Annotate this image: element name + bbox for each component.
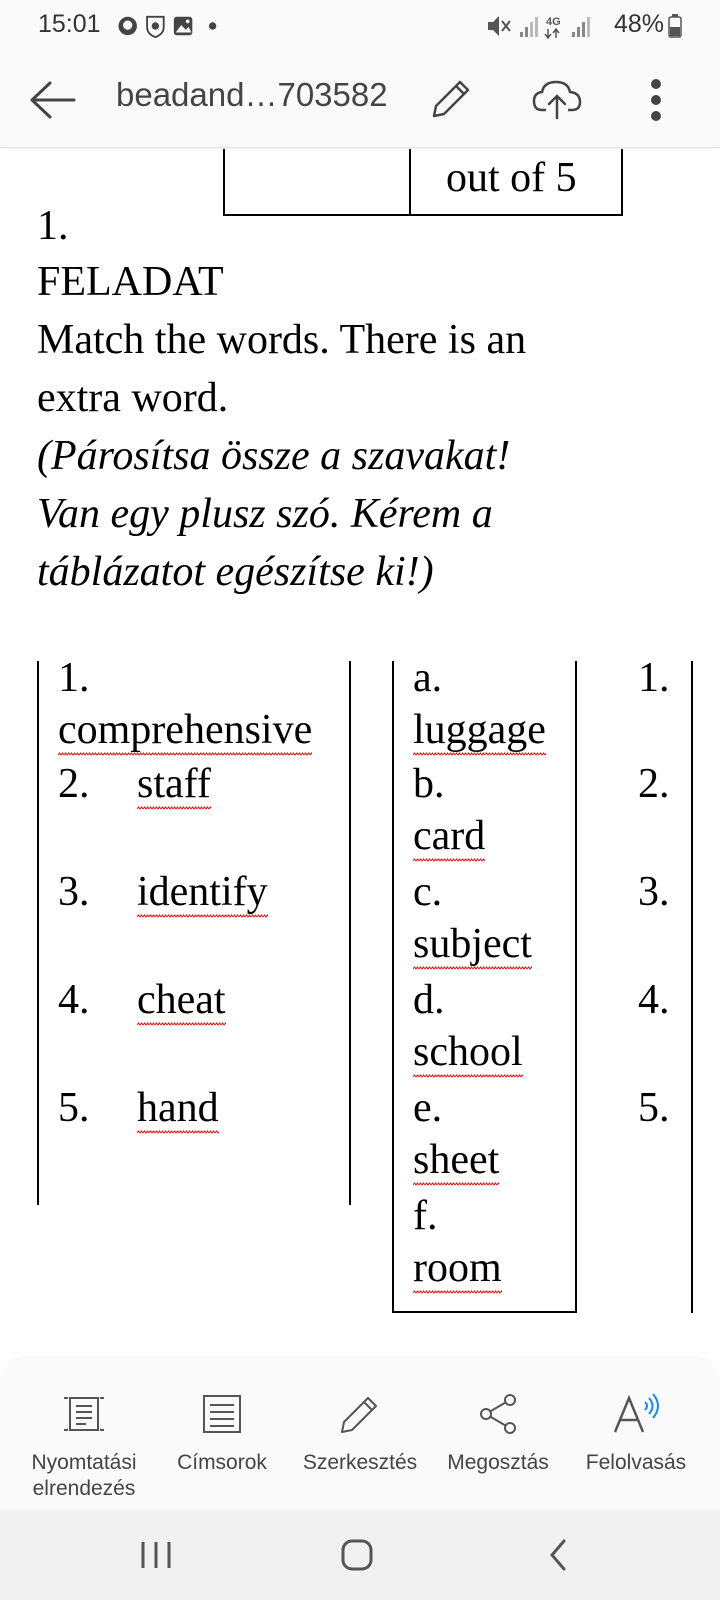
right-item-word: card [413,813,485,862]
table-border [37,661,39,1205]
status-system-icons [486,12,612,40]
answer-slot[interactable]: 5. [638,1085,670,1131]
cloud-upload-icon[interactable] [532,76,582,122]
print-layout-button[interactable] [14,1358,154,1510]
left-item-number: 5. [58,1085,90,1131]
status-notification-icons [112,14,232,38]
read-aloud-label: Felolvasás [585,1451,687,1474]
table-border [575,661,577,1313]
instruction-hu-line: (Párosítsa össze a szavakat! [37,433,511,479]
score-cell: out of 5 [446,155,577,201]
right-item-letter: a. [413,655,443,701]
home-icon[interactable] [340,1538,374,1572]
share-icon [476,1392,520,1436]
instruction-line: extra word. [37,375,229,421]
left-item-word: cheat [137,977,226,1026]
4g-icon [545,16,561,38]
share-button[interactable] [428,1358,568,1510]
battery-percentage: 48% [614,10,665,38]
document-view[interactable] [0,149,720,1359]
left-item-word: identify [137,869,268,918]
task-number: 1. [37,203,69,249]
status-time: 15:01 [38,10,101,38]
right-item-letter: c. [413,869,443,915]
svg-text:4G: 4G [546,16,561,28]
answer-slot[interactable]: 2. [638,761,670,807]
snapchat-icon [118,17,136,35]
left-item-number: 1. [58,655,90,701]
table-border [223,149,225,216]
pencil-icon[interactable] [428,76,474,122]
left-item-word: comprehensive [58,707,312,756]
table-border [409,149,411,216]
right-item-letter: f. [413,1193,438,1239]
more-vert-icon[interactable] [648,76,664,124]
left-item-word: staff [137,761,211,810]
table-border [223,214,623,216]
table-border [392,661,394,1313]
recent-apps-icon[interactable] [138,1540,174,1570]
right-item-word: luggage [413,707,546,756]
edit-button[interactable] [290,1358,430,1510]
answer-slot[interactable]: 1. [638,655,670,701]
right-item-letter: d. [413,977,445,1023]
table-border [691,661,693,1313]
task-label: FELADAT [37,259,224,305]
back-arrow-icon[interactable] [30,80,76,120]
read-aloud-icon [611,1392,661,1436]
battery-icon [668,14,682,38]
right-item-word: school [413,1029,523,1078]
mute-icon [488,16,510,36]
table-border [621,149,623,216]
read-aloud-button[interactable] [566,1358,706,1510]
left-item-word: hand [137,1085,219,1134]
instruction-hu-line: Van egy plusz szó. Kérem a [37,491,493,537]
edit-pencil-icon [338,1392,382,1436]
edit-label: Szerkesztés [302,1451,418,1474]
right-item-letter: b. [413,761,445,807]
answer-slot[interactable]: 3. [638,869,670,915]
left-item-number: 2. [58,761,90,807]
dot-icon [209,22,216,29]
right-item-word: room [413,1245,502,1294]
app-bar [0,52,720,148]
right-item-letter: e. [413,1085,443,1131]
answer-slot[interactable]: 4. [638,977,670,1023]
table-border [392,1311,577,1313]
document-title[interactable]: beadand…703582 [116,76,388,113]
headings-label: Címsorok [177,1451,267,1474]
signal-icon-2 [572,17,590,37]
share-label: Megosztás [447,1451,549,1474]
signal-icon [520,17,538,37]
headings-button[interactable] [152,1358,292,1510]
navigation-bar [0,1510,720,1600]
right-item-word: sheet [413,1137,499,1186]
bottom-toolbar [0,1358,720,1510]
status-bar [0,0,720,52]
gallery-icon [174,17,192,35]
headings-icon [200,1392,244,1436]
shield-app-icon [147,17,164,37]
print-layout-icon [62,1392,106,1436]
instruction-line: Match the words. There is an [37,317,527,363]
back-icon[interactable] [548,1538,568,1572]
right-item-word: subject [413,921,532,970]
left-item-number: 4. [58,977,90,1023]
print-layout-label: Nyomtatási elrendezés [31,1451,137,1500]
left-item-number: 3. [58,869,90,915]
table-border [349,661,351,1205]
instruction-hu-line: táblázatot egészítse ki!) [37,549,434,595]
